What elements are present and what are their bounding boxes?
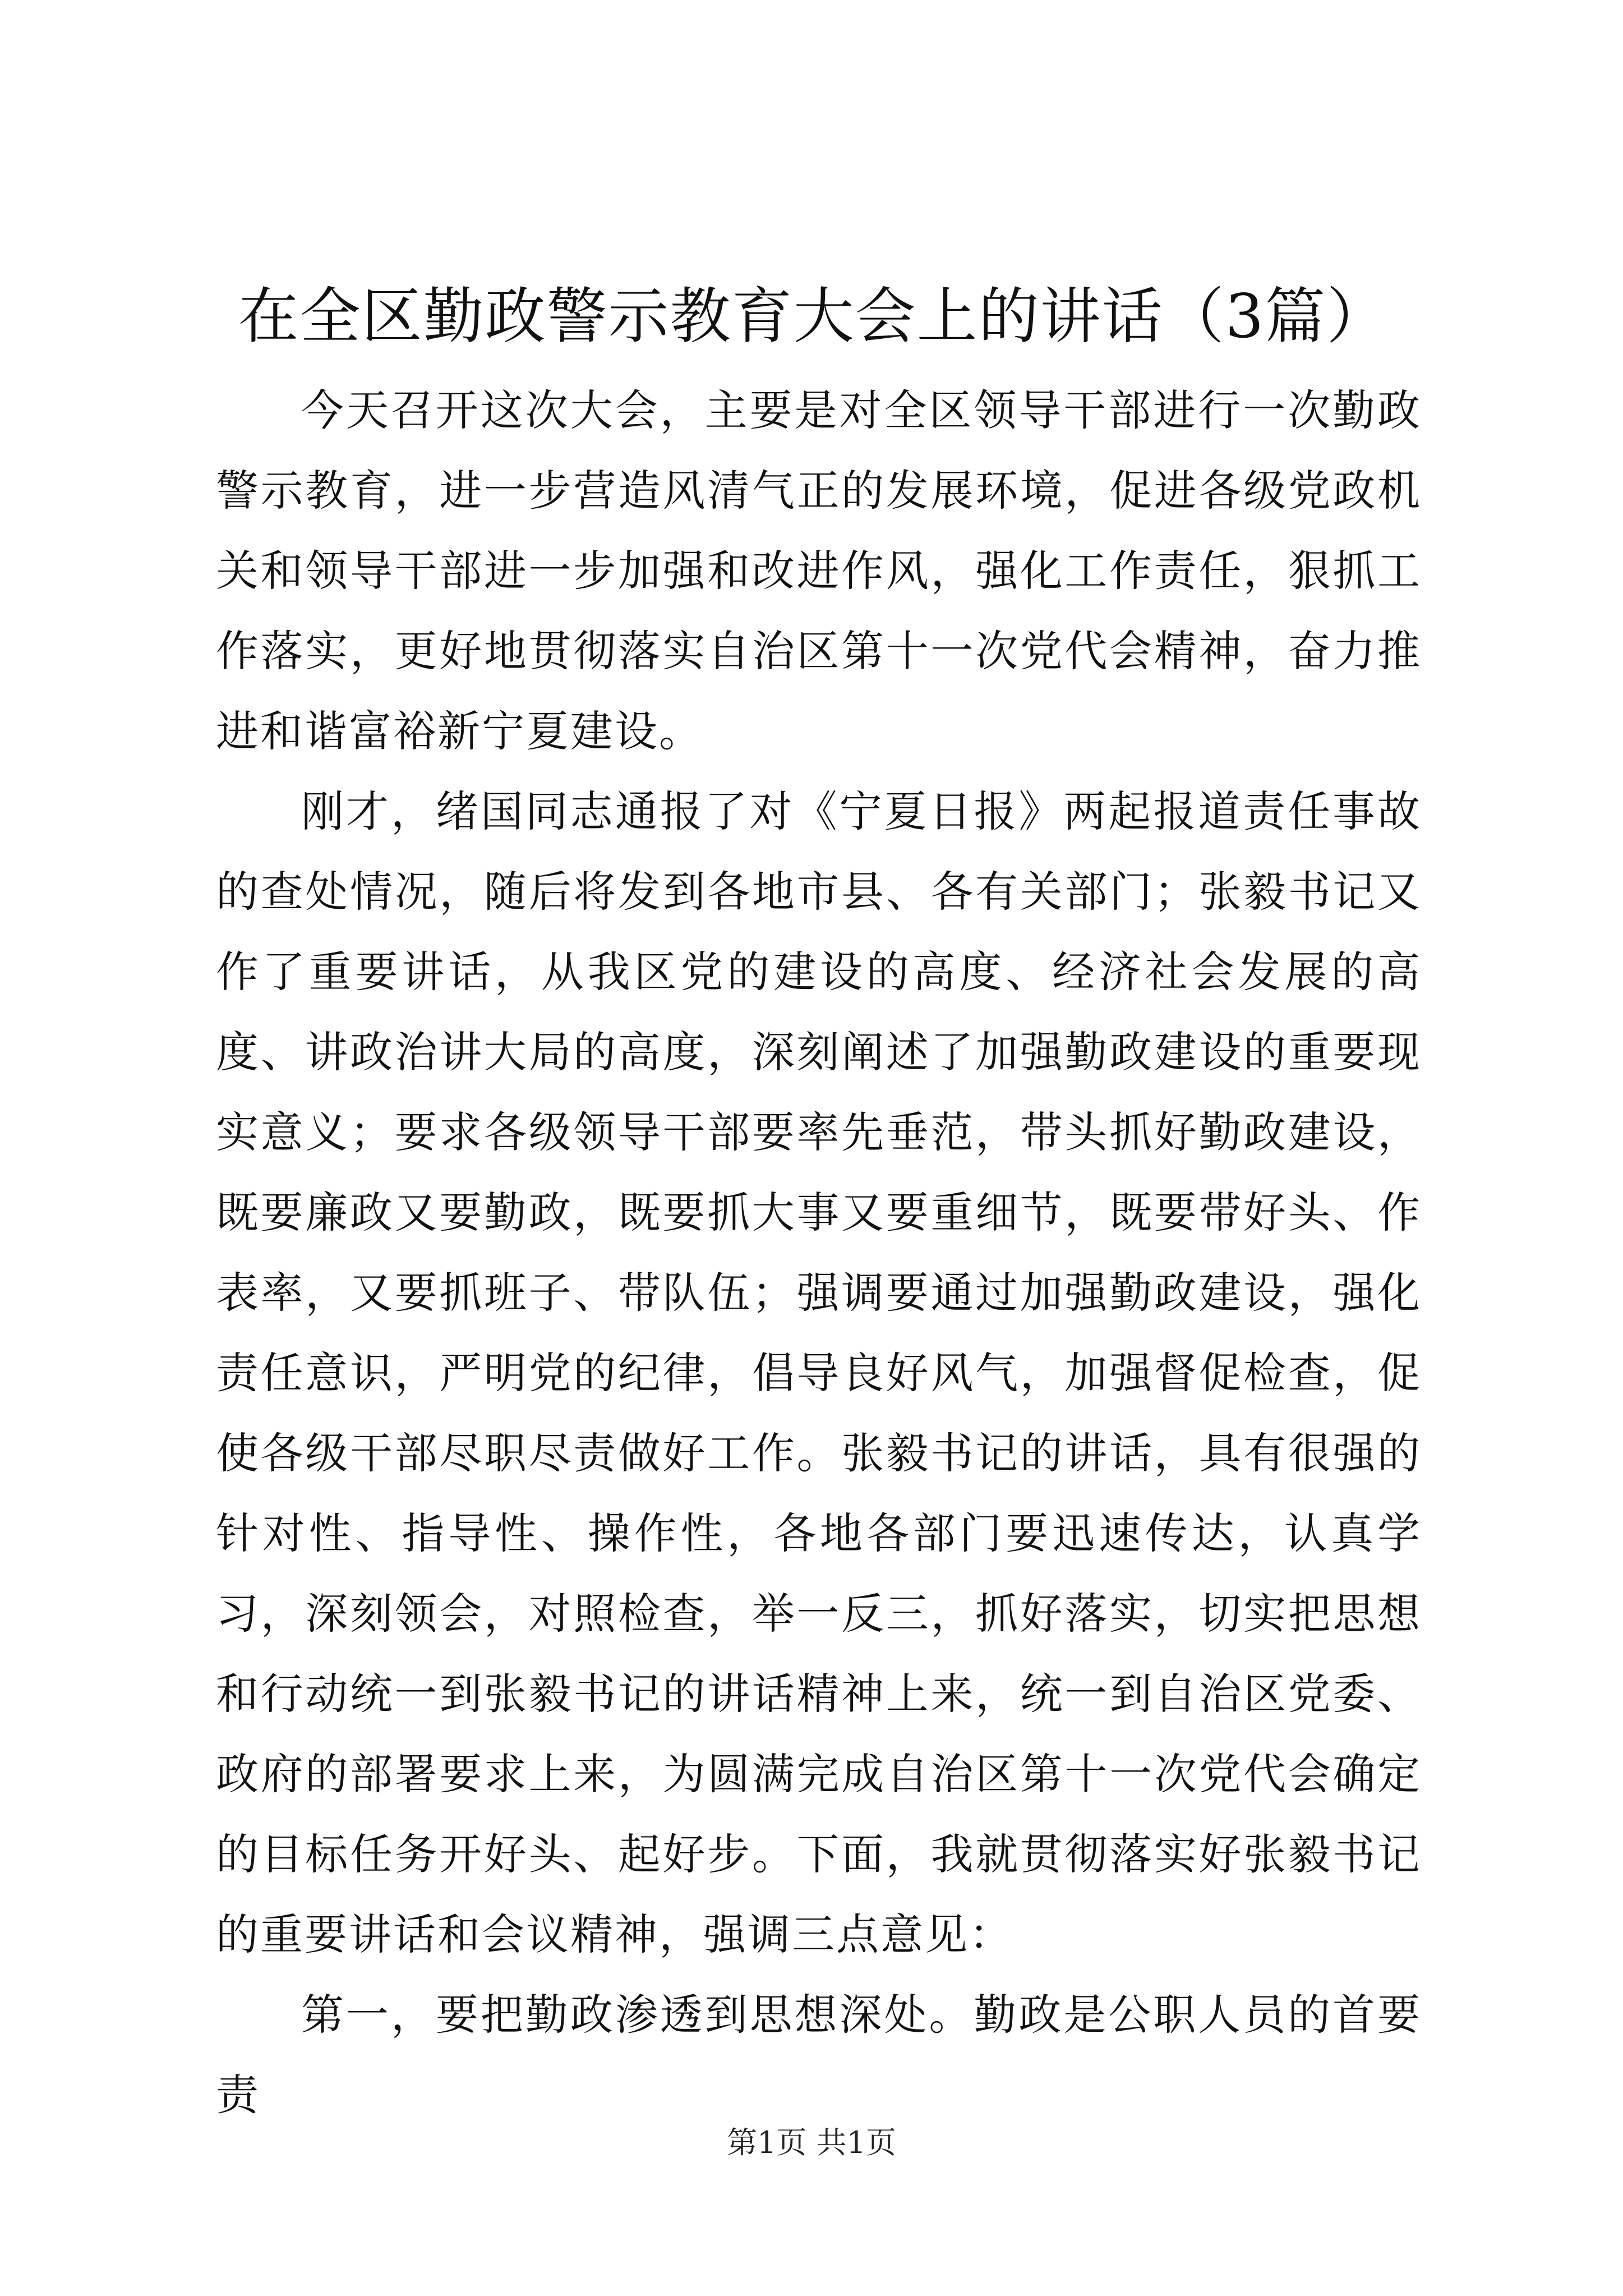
page-footer: 第1页 共1页: [727, 2125, 896, 2160]
paragraph-1: 今天召开这次大会，主要是对全区领导干部进行一次勤政警示教育，进一步营造风清气正的发展环境，促进各级党政机关和领导干部进一步加强和改进作风，强化工作责任，狠抓工作落实，更好地贯彻落实自治区第十一次党代会精神，奋力推进和谐富裕新宁夏建设。: [216, 385, 1422, 756]
document-body: [216, 370, 1422, 2135]
document-title: 在全区勤政警示教育大会上的讲话（3篇）: [238, 282, 1389, 352]
paragraph-2: 刚才，绪国同志通报了对《宁夏日报》两起报道责任事故的查处情况，随后将发到各地市县、各有关部门；张毅书记又作了重要讲话，从我区党的建设的高度、经济社会发展的高度、讲政治讲大局的高度，深刻阐述了加强勤政建设的重要现实意义；要求各级领导干部要率先垂范，带头抓好勤政建设，既要廉政又要勤政，既要抓大事又要重细节，既要带好头、作表率，又要抓班子、带队伍；强调要通过加强勤政建设，强化责任意识，严明党的纪律，倡导良好风气，加强督促检查，促使各级干部尽职尽责做好工作。张毅书记的讲话，具有很强的针对性、指导性、操作性，各地各部门要迅速传达，认真学习，深刻领会，对照检查，举一反三，抓好落实，切实把思想和行动统一到张毅书记的讲话精神上来，统一到自治区党委、政府的部署要求上来，为圆满完成自治区第十一次党代会确定的目标任务开好头、起好步。下面，我就贯彻落实好张毅书记的重要讲话和会议精神，强调三点意见：: [216, 786, 1422, 1959]
paragraph-3: 第一，要把勤政渗透到思想深处。勤政是公职人员的首要责: [216, 1990, 1422, 2120]
